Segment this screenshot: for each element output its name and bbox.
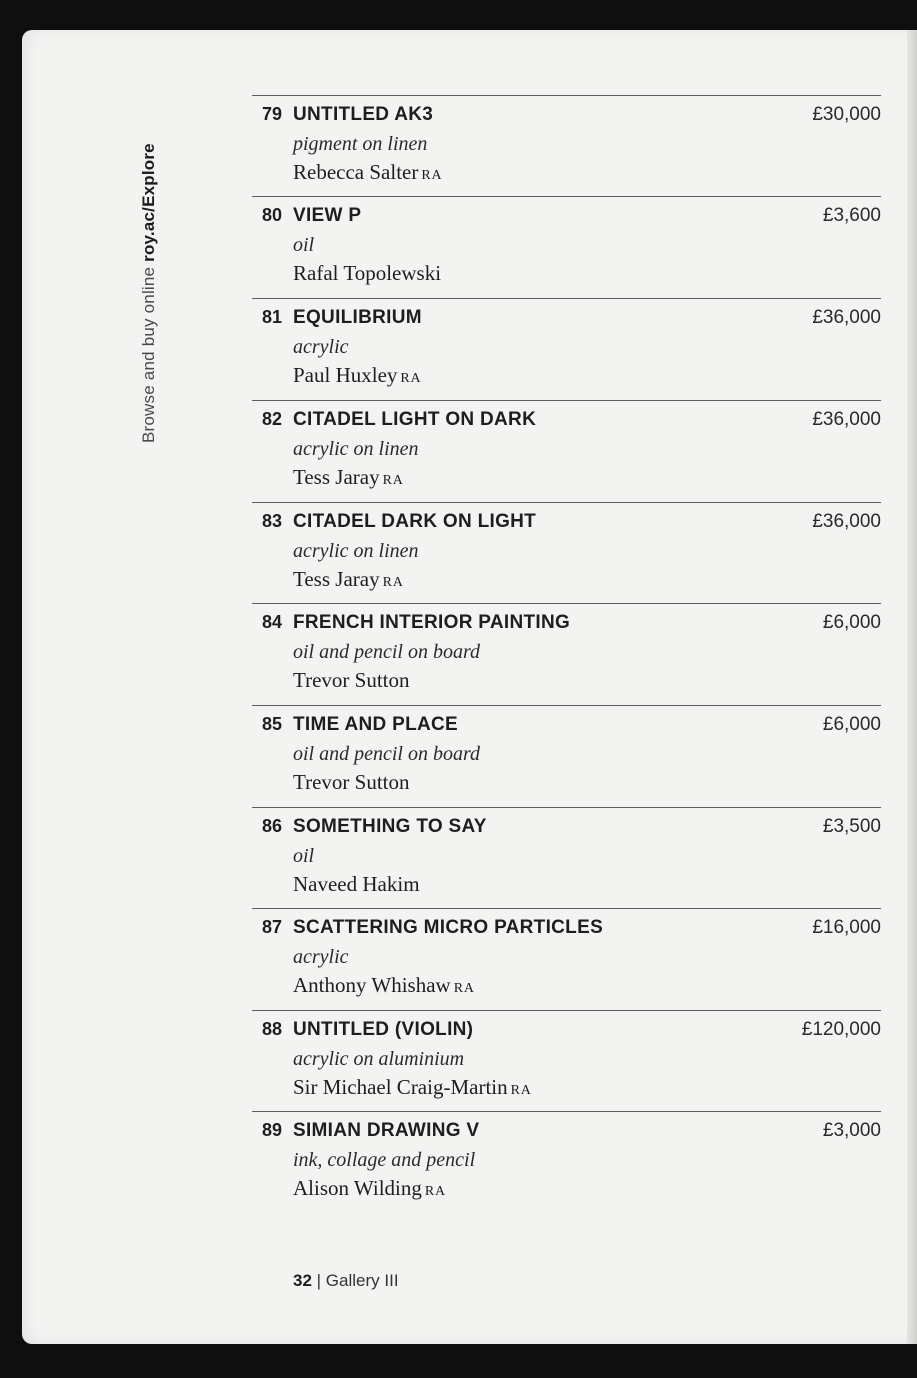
entry-artist: [293, 261, 444, 286]
entry-artist: [293, 872, 423, 897]
entry-price: £30,000: [812, 104, 881, 125]
artist-name: Tess Jaray: [293, 465, 380, 489]
entry-number: 87: [261, 917, 282, 937]
ra-suffix: RA: [510, 1083, 532, 1098]
entry-medium: oil and pencil on board: [293, 743, 481, 765]
entry-title: FRENCH INTERIOR PAINTING: [293, 612, 571, 633]
browse-online-text: Browse and buy online: [139, 261, 158, 443]
entry-number: 83: [261, 511, 282, 531]
entry-medium: acrylic: [293, 336, 349, 358]
ra-suffix: RA: [400, 371, 422, 386]
ra-suffix: RA: [421, 168, 443, 183]
entry-medium: acrylic: [293, 946, 349, 968]
entry-artist: [293, 668, 413, 693]
entry-title: EQUILIBRIUM: [293, 307, 422, 328]
artist-name: Anthony Whishaw: [293, 973, 451, 997]
entry-medium: acrylic on aluminium: [293, 1048, 465, 1070]
entry-number: 84: [261, 612, 282, 632]
entry-price: £6,000: [822, 714, 881, 735]
catalogue-entry: [252, 705, 881, 807]
entry-price: £16,000: [812, 917, 881, 938]
entry-price: £36,000: [812, 307, 881, 328]
entry-medium: pigment on linen: [293, 133, 428, 155]
catalogue-entry: [252, 1111, 881, 1213]
entry-title: SIMIAN DRAWING V: [293, 1120, 480, 1141]
catalogue-entry: [252, 502, 881, 604]
page-footer: [293, 1271, 399, 1291]
artist-name: Paul Huxley: [293, 363, 398, 387]
footer-separator: |: [311, 1271, 326, 1290]
entry-price: £3,600: [822, 205, 881, 226]
entry-title: UNTITLED AK3: [293, 104, 434, 125]
entry-artist: [293, 973, 475, 998]
entry-medium: ink, collage and pencil: [293, 1149, 476, 1171]
entry-artist: [293, 363, 421, 388]
entry-price: £36,000: [812, 409, 881, 430]
entry-medium: acrylic on linen: [293, 438, 419, 460]
ra-suffix: RA: [382, 575, 404, 590]
entry-price: £6,000: [822, 612, 881, 633]
explore-link[interactable]: roy.ac/Explore: [139, 143, 158, 262]
entry-number: 85: [261, 714, 282, 734]
catalogue-entry: [252, 1010, 881, 1112]
entry-price: £3,500: [822, 816, 881, 837]
ra-suffix: RA: [453, 981, 475, 996]
catalogue-entry: [252, 400, 881, 502]
artist-name: Rafal Topolewski: [293, 261, 442, 285]
entry-number: 82: [261, 409, 282, 429]
entry-artist: [293, 567, 404, 592]
entry-artist: [293, 770, 413, 795]
entry-price: £36,000: [812, 511, 881, 532]
entry-number: 79: [261, 104, 282, 124]
page-edge: [907, 30, 917, 1344]
artist-name: Alison Wilding: [293, 1176, 422, 1200]
page-number: 32: [293, 1271, 312, 1290]
ra-suffix: RA: [382, 473, 404, 488]
entry-price: £3,000: [822, 1120, 881, 1141]
entry-number: 81: [261, 307, 282, 327]
artist-name: Trevor Sutton: [293, 770, 410, 794]
entry-number: 86: [261, 816, 282, 836]
entry-number: 88: [261, 1019, 282, 1039]
entry-medium: oil: [293, 845, 315, 867]
catalogue-entry: [252, 95, 881, 197]
artist-name: Rebecca Salter: [293, 160, 419, 184]
artist-name: Naveed Hakim: [293, 872, 420, 896]
entry-artist: [293, 160, 442, 185]
entry-medium: acrylic on linen: [293, 540, 419, 562]
catalogue-entry: [252, 908, 881, 1010]
catalogue-entry: [252, 807, 881, 909]
artist-name: Tess Jaray: [293, 567, 380, 591]
entry-title: VIEW P: [293, 205, 362, 226]
ra-suffix: RA: [424, 1184, 446, 1199]
entry-artist: [293, 1075, 532, 1100]
artist-name: Trevor Sutton: [293, 668, 410, 692]
entry-title: UNTITLED (VIOLIN): [293, 1019, 474, 1040]
entry-title: SOMETHING TO SAY: [293, 816, 487, 837]
entry-title: CITADEL DARK ON LIGHT: [293, 511, 537, 532]
entry-number: 89: [261, 1120, 282, 1140]
catalogue-entry: [252, 196, 881, 298]
entry-price: £120,000: [801, 1019, 881, 1040]
artist-name: Sir Michael Craig-Martin: [293, 1075, 508, 1099]
section-name: Gallery III: [325, 1271, 399, 1290]
entry-title: TIME AND PLACE: [293, 714, 458, 735]
entry-medium: oil and pencil on board: [293, 641, 481, 663]
browse-online-note: [136, 143, 162, 443]
entry-title: SCATTERING MICRO PARTICLES: [293, 917, 604, 938]
entry-artist: [293, 465, 404, 490]
catalogue-entry: [252, 298, 881, 400]
entry-medium: oil: [293, 234, 315, 256]
entry-artist: [293, 1176, 446, 1201]
catalogue-entry: [252, 603, 881, 705]
entry-number: 80: [261, 205, 282, 225]
entry-title: CITADEL LIGHT ON DARK: [293, 409, 537, 430]
